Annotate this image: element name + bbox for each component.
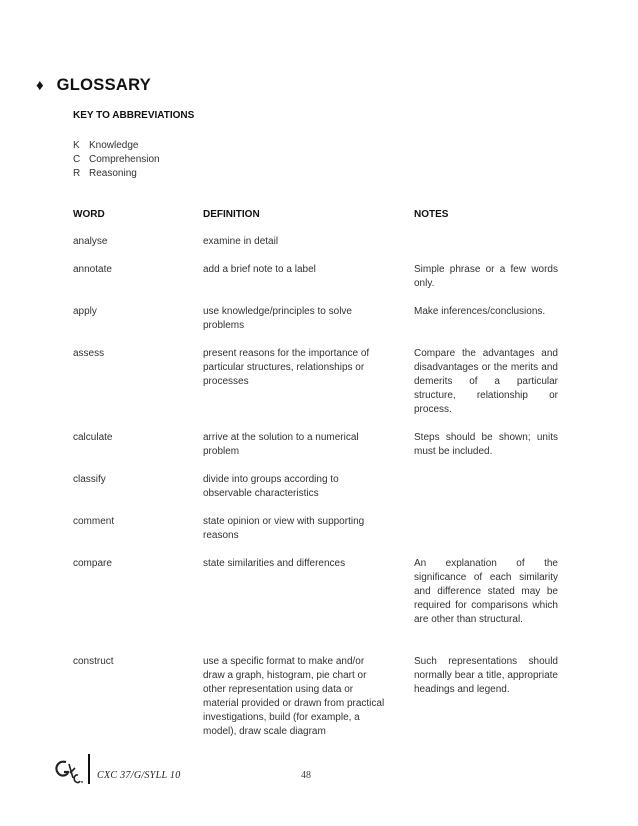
glossary-note: Make inferences/conclusions. [414,306,546,317]
abbreviation-code: C [73,154,81,165]
glossary-definition: examine in detail [203,236,279,247]
abbreviation-item [73,139,160,153]
column-header-definition: DEFINITION [203,209,260,220]
glossary-definition: arrive at the solution to a numerical problem [203,432,359,457]
glossary-definition: use a specific format to make and/or draw a graph, histogram, pie chart or other representation using data or material provided or drawn from practical investigations, build (for example, a model), draw scale diagram [203,656,385,737]
glossary-word: classify [73,474,106,485]
glossary-definition: present reasons for the importance of particular structures, relationships or processes [203,348,370,387]
glossary-definition: add a brief note to a label [203,264,316,275]
glossary-word: apply [73,306,97,317]
glossary-note: Steps should be shown; units must be included. [414,432,558,457]
cxc-logo-icon [52,756,84,786]
glossary-word: calculate [73,432,113,443]
page-number: 48 [301,770,311,781]
abbreviation-item [73,167,160,181]
glossary-word: comment [73,516,115,527]
glossary-word: construct [73,656,114,667]
abbreviation-code: R [73,168,81,179]
page-footer [0,752,638,792]
glossary-definition: divide into groups according to observable characteristics [203,474,339,499]
abbreviation-label: Knowledge [89,140,139,151]
glossary-note: An explanation of the significance of each similarity and difference stated may be required for comparisons which are other than structural. [414,558,558,625]
glossary-word: compare [73,558,112,569]
glossary-title-row [36,76,151,95]
glossary-note: Such representations should normally bear a title, appropriate headings and legend. [414,656,558,695]
abbreviation-list [73,139,160,181]
glossary-word: annotate [73,264,112,275]
glossary-note: Simple phrase or a few words only. [414,264,558,289]
glossary-word: analyse [73,236,108,247]
glossary-definition: state opinion or view with supporting reasons [203,516,365,541]
abbreviation-label: Comprehension [89,154,160,165]
footer-divider [88,754,90,784]
abbreviation-label: Reasoning [89,168,137,179]
column-header-word: WORD [73,209,105,220]
column-header-notes: NOTES [414,209,449,220]
page-title: GLOSSARY [56,76,152,94]
glossary-definition: state similarities and differences [203,558,346,569]
key-to-abbreviations-heading: KEY TO ABBREVIATIONS [73,110,195,121]
syllabus-code: CXC 37/G/SYLL 10 [97,770,181,781]
abbreviation-item [73,153,160,167]
glossary-note: Compare the advantages and disadvantages or the merits and demerits of a particular structure, relationship or process. [414,348,558,415]
abbreviation-code: K [73,140,80,151]
glossary-word: assess [73,348,105,359]
diamond-bullet-icon: ♦ [36,77,44,94]
glossary-definition: use knowledge/principles to solve problems [203,306,352,331]
